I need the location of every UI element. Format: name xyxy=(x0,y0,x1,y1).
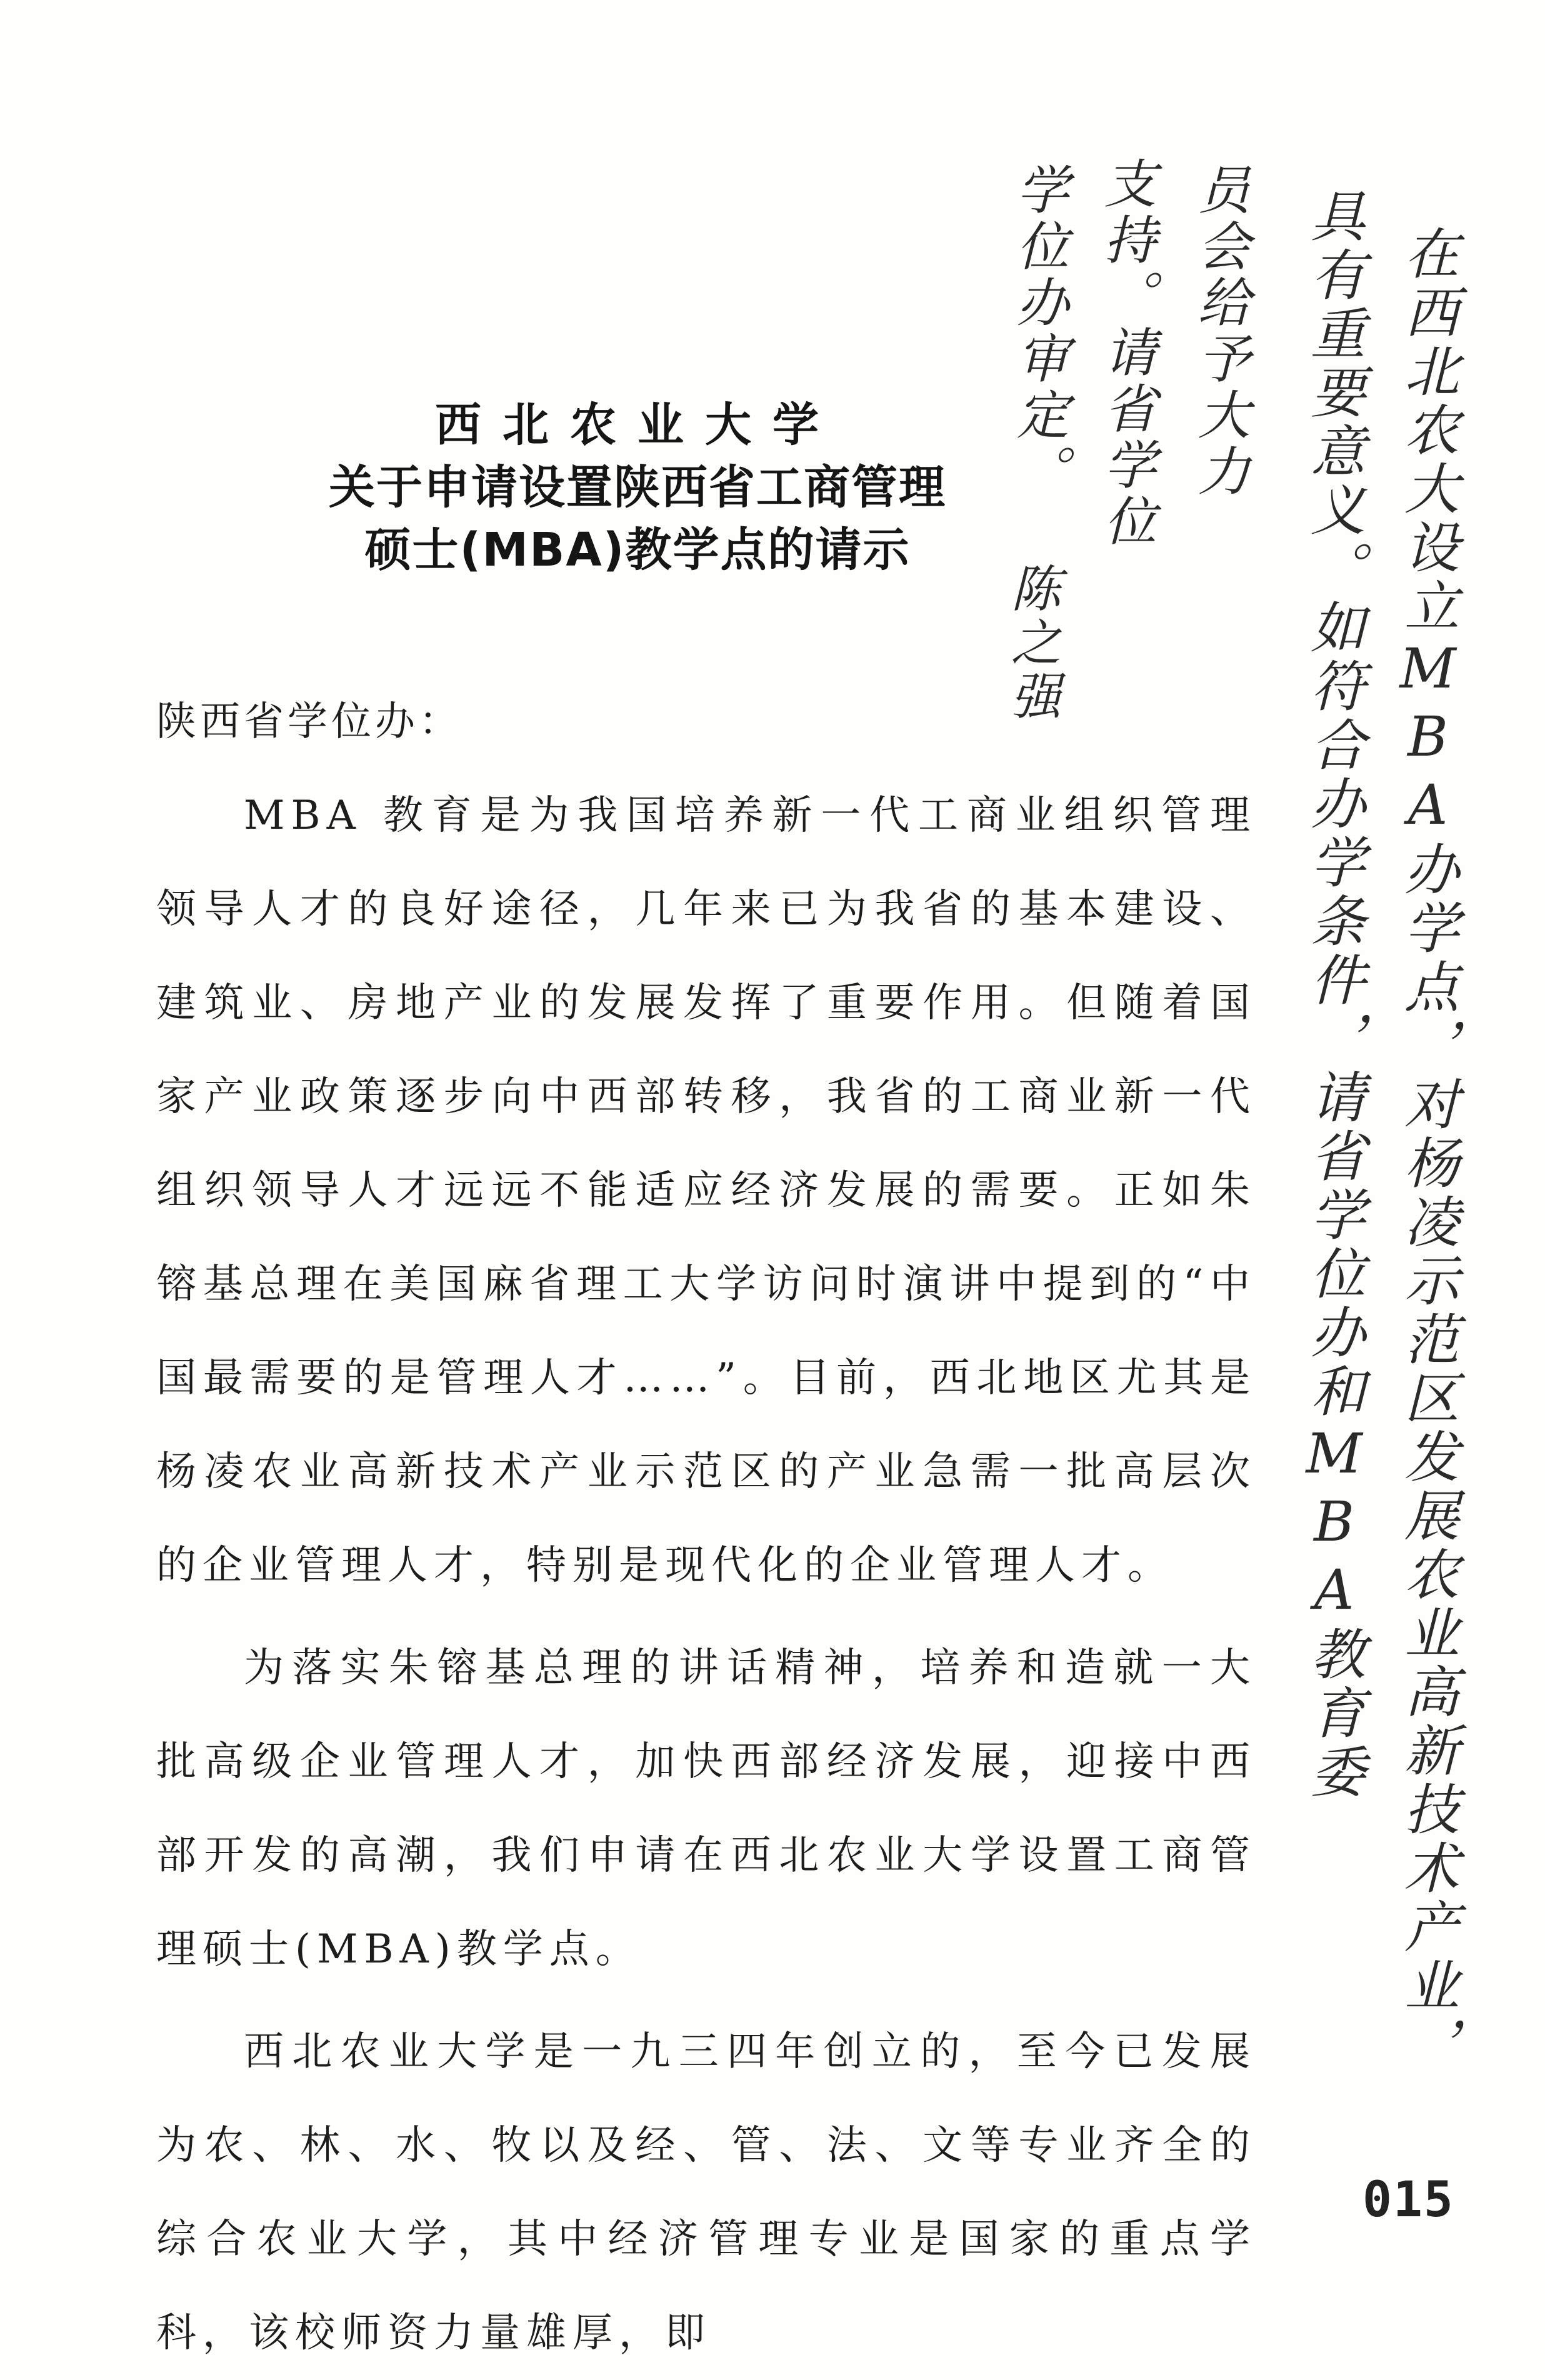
letter-body xyxy=(156,675,1256,2380)
annotation-signature: 陈之强 xyxy=(1002,562,1061,724)
body-paragraph-2: 为落实朱镕基总理的讲话精神，培养和造就一大批高级企业管理人才，加快西部经济发展，迎接中西部开发的高潮，我们申请在西北农业大学设置工商管理硕士(MBA)教学点。 xyxy=(156,1645,1256,1972)
annotation-column: 具有重要意义。如符合办学条件，请省学位办和MBA教育委 xyxy=(1302,188,1366,1802)
page-number: 015 xyxy=(1362,2172,1454,2228)
annotation-column: 员会给予大力 xyxy=(1189,162,1251,500)
annotation-column: 学位办审定。 xyxy=(1008,162,1069,500)
body-paragraph-1: MBA 教育是为我国培养新一代工商业组织管理领导人才的良好途径，几年来已为我省的基本建设、建筑业、房地产业的发展发挥了重要作用。但随着国家产业政策逐步向中西部转移，我省的工商业新一代组织领导人才远远不能适应经济发展的需要。正如朱镕基总理在美国麻省理工大学访问时演讲中提到的“中国最需要的是管理人才……”。目前，西北地区尤其是杨凌农业高新技术产业示范区的产业急需一批高层次的企业管理人才，特别是现代化的企业管理人才。 xyxy=(156,792,1256,1589)
document-title xyxy=(262,394,1012,581)
title-line-2: 关于申请设置陕西省工商管理 xyxy=(329,461,946,514)
body-paragraph-3: 西北农业大学是一九三四年创立的，至今已发展为农、林、水、牧以及经、管、法、文等专业齐全的综合农业大学，其中经济管理专业是国家的重点学科，该校师资力量雄厚，即 xyxy=(156,2029,1256,2356)
annotation-column: 支持。请省学位 xyxy=(1096,156,1157,550)
title-line-3: 硕士(MBA)教学点的请示 xyxy=(364,523,911,577)
salutation: 陕西省学位办： xyxy=(156,699,462,745)
annotation-column: 在西北农大设立MBA办学点，对杨凌示范区发展农业高新技术产业， xyxy=(1396,225,1460,2074)
title-line-1: 西北农业大学 xyxy=(435,398,840,452)
